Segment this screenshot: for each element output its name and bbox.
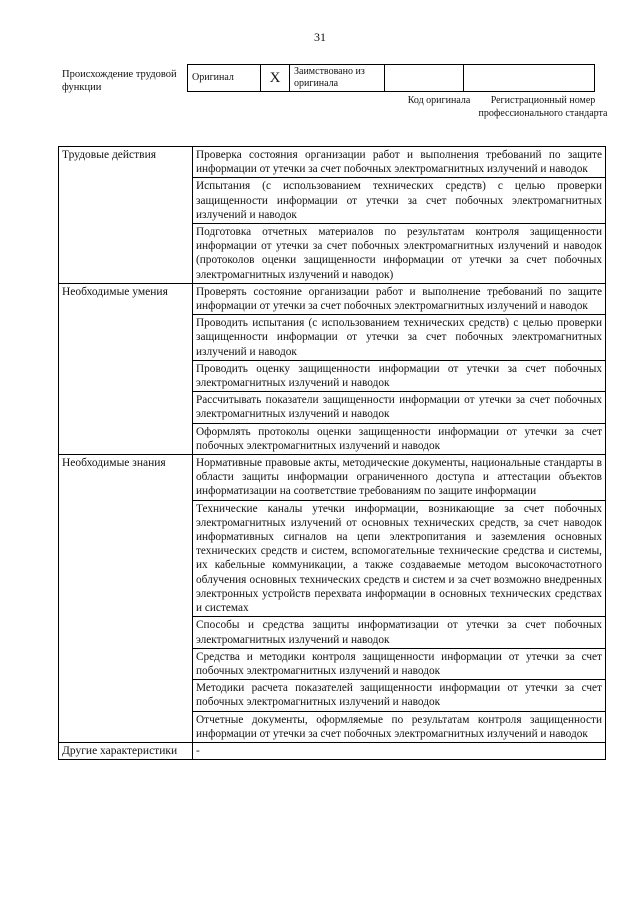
origin-table <box>187 64 595 92</box>
function-table-body <box>59 147 606 760</box>
section-item: Проверять состояние организации работ и выполнение требований по защите информации от утечки за счет побочных электромагнитных излучений и наводок <box>193 283 606 314</box>
section-item: Проводить оценку защищенности информации от утечки за счет побочных электромагнитных излучений и наводок <box>193 360 606 391</box>
section-item: Проверка состояния организации работ и выполнения требований по защите информации от утечки за счет побочных электромагнитных излучений и наводок <box>193 147 606 178</box>
section-label: Необходимые знания <box>59 455 193 743</box>
table-row <box>59 455 606 501</box>
section-item: Нормативные правовые акты, методические документы, национальные стандарты в области защиты информации ограниченного доступа и аттестации объектов информатизации на соответствие требованиям по защите информации <box>193 455 606 501</box>
origin-mark-cell: X <box>261 65 290 92</box>
page-number: 31 <box>314 30 326 44</box>
table-row <box>59 283 606 314</box>
section-item: Испытания (с использованием технических средств) с целью проверки защищенности информации от утечки за счет побочных электромагнитных излучений и наводок <box>193 178 606 224</box>
section-item: Оформлять протоколы оценки защищенности информации от утечки за счет побочных электромагнитных излучений и наводок <box>193 423 606 454</box>
section-label: Необходимые умения <box>59 283 193 454</box>
section-item: Рассчитывать показатели защищенности информации от утечки за счет побочных электромагнитных излучений и наводок <box>193 392 606 423</box>
section-item: - <box>193 742 606 759</box>
section-item: Средства и методики контроля защищенности информации от утечки за счет побочных электромагнитных излучений и наводок <box>193 648 606 679</box>
origin-reg-cell <box>464 65 595 92</box>
reg-number-label: Регистрационный номер профессионального стандарта <box>478 95 608 119</box>
origin-label: Происхождение трудовой функции <box>62 69 177 93</box>
section-label: Трудовые действия <box>59 147 193 284</box>
section-item: Технические каналы утечки информации, возникающие за счет побочных электромагнитных излучений от основных технических средств, за счет наводок информативных сигналов на цепи электропитания и заземления основных технических средств и систем, вспомогательные технические средства и системы, их кабельные коммуникации, а также создаваемые методом высокочастотного облучения основных технических средств и систем и за счет возможно внедренных электронных устройств перехвата информации в основных технических средствах и системах <box>193 500 606 617</box>
code-original-label: Код оригинала <box>407 95 471 106</box>
section-item: Способы и средства защиты информатизации от утечки за счет побочных электромагнитных излучений и наводок <box>193 617 606 648</box>
section-item: Отчетные документы, оформляемые по результатам контроля защищенности информации от утечки за счет побочных электромагнитных излучений и наводок <box>193 711 606 742</box>
function-table <box>58 146 606 760</box>
table-row <box>59 147 606 178</box>
section-item: Методики расчета показателей защищенности информации от утечки за счет побочных электромагнитных излучений и наводок <box>193 680 606 711</box>
origin-original-cell: Оригинал <box>188 65 261 92</box>
origin-code-cell <box>385 65 464 92</box>
table-row <box>59 742 606 759</box>
origin-borrowed-cell: Заимствовано из оригинала <box>290 65 385 92</box>
section-item: Подготовка отчетных материалов по результатам контроля защищенности информации от утечки за счет побочных электромагнитных излучений и наводок (протоколов оценки защищенности информации от утечки за счет побочных электромагнитных излучений и наводок) <box>193 224 606 284</box>
section-label: Другие характеристики <box>59 742 193 759</box>
section-item: Проводить испытания (с использованием технических средств) с целью проверки защищенности информации от утечки за счет побочных электромагнитных излучений и наводок <box>193 315 606 361</box>
